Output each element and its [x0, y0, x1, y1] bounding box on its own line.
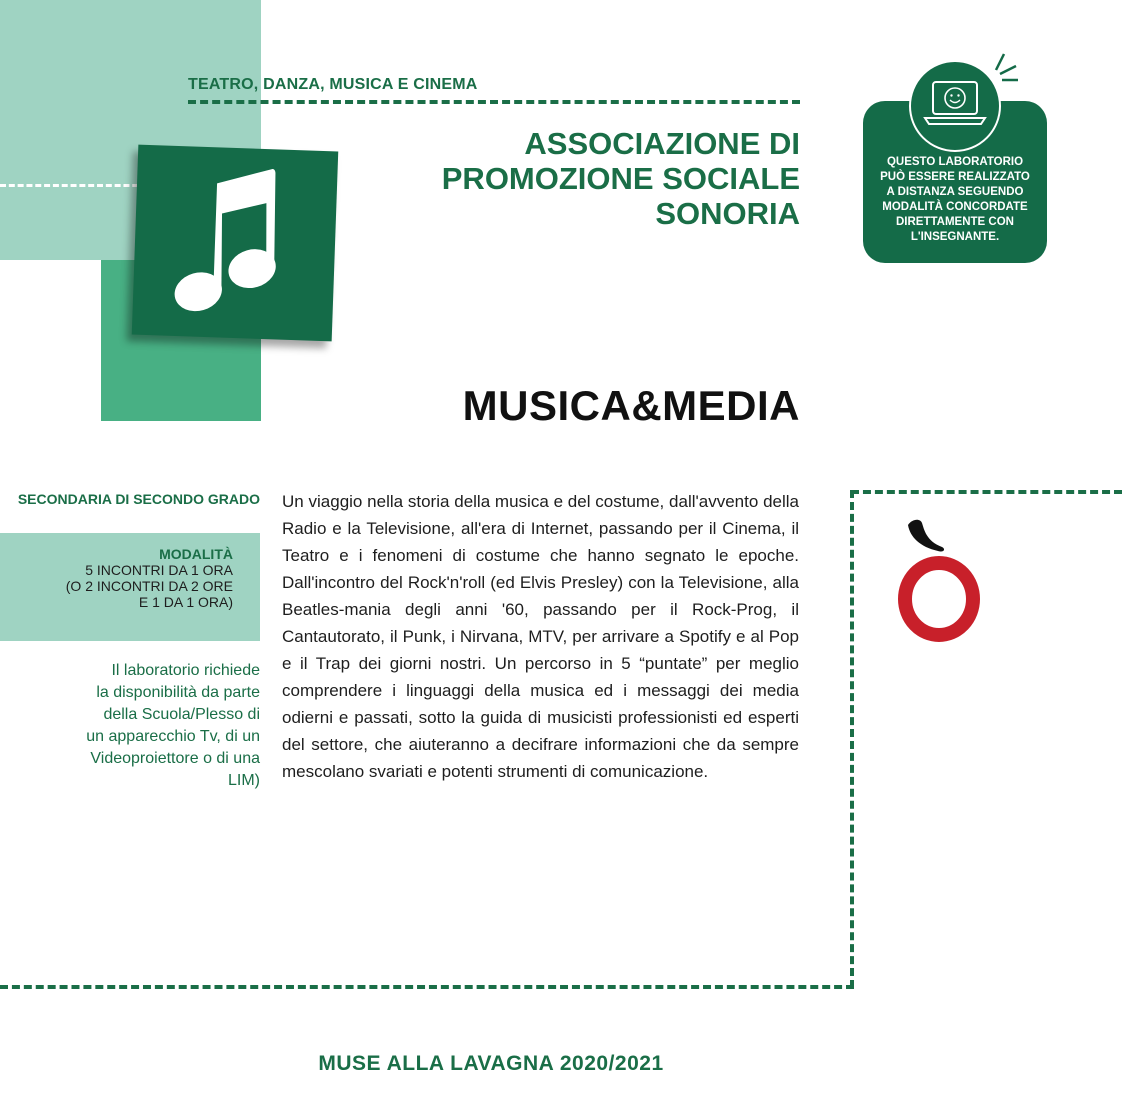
requirement-line-6: LIM) — [228, 772, 260, 789]
remote-line-2: PUÒ ESSERE REALIZZATO — [880, 171, 1030, 183]
requirement-line-1: Il laboratorio richiede — [111, 662, 260, 679]
music-note-icon — [132, 145, 339, 342]
requirements-text — [40, 660, 260, 792]
organization-line-3: SONORIA — [655, 196, 800, 231]
right-dashed-border-side — [850, 490, 854, 988]
remote-line-1: QUESTO LABORATORIO — [886, 156, 1024, 168]
workshop-title: MUSICA&MEDIA — [462, 382, 800, 429]
remote-line-3: A DISTANZA SEGUENDO — [886, 186, 1024, 198]
o-grave-logo-icon — [890, 515, 990, 645]
organization-line-1: ASSOCIAZIONE DI — [524, 126, 800, 161]
modality-line-3: E 1 DA 1 ORA) — [138, 594, 233, 610]
footer-title: MUSE ALLA LAVAGNA 2020/2021 — [318, 1052, 664, 1075]
sparkle-icon — [992, 52, 1022, 86]
remote-line-6: L'INSEGNANTE. — [910, 231, 1000, 243]
header-dashed-divider — [188, 100, 800, 104]
modality-line-2: (O 2 INCONTRI DA 2 ORE — [65, 578, 233, 594]
requirement-line-5: Videoproiettore o di una — [90, 750, 260, 767]
organization-line-2: PROMOZIONE SOCIALE — [441, 161, 800, 196]
school-level: SECONDARIA DI SECONDO GRADO — [17, 491, 260, 507]
requirement-line-3: della Scuola/Plesso di — [103, 706, 260, 723]
requirement-line-4: un apparecchio Tv, di un — [86, 728, 260, 745]
organization-name — [380, 126, 800, 231]
category-label: TEATRO, DANZA, MUSICA E CINEMA — [188, 76, 478, 93]
remote-line-5: DIRETTAMENTE CON — [896, 216, 1014, 228]
requirement-line-2: la disponibilità da parte — [96, 684, 260, 701]
modality-line-1: 5 INCONTRI DA 1 ORA — [85, 562, 233, 578]
laptop-smiley-icon — [909, 60, 1001, 152]
modality-title: MODALITÀ — [159, 546, 233, 562]
workshop-description: Un viaggio nella storia della musica e del costume, dall'avvento della Radio e la Televisione, all'era di Internet, passando per il Cinema, il Teatro e i fenomeni di costume che hanno segnato le epoche. Dall'incontro del Rock'n'roll (ed Elvis Presley) con la Televisione, alla Beatles-mania degli anni '60, passando per il Rock-Prog, il Cantautorato, il Punk, i Nirvana, MTV, per arrivare a Spotify e al Pop e il Trap dei giorni nostri. Un percorso in 5 “puntate” per meglio comprendere i linguaggi della musica ed i messaggi dei media odierni e passati, sotto la guida di musicisti professionisti ed esperti del settore, che aiuteranno a decifrare informazioni che da sempre mescolano svariati e potenti strumenti di comunicazione. — [282, 492, 799, 781]
bottom-dashed-border — [0, 985, 854, 989]
right-dashed-border-top — [851, 490, 1122, 494]
remote-badge-text — [875, 155, 1035, 245]
remote-line-4: MODALITÀ CONCORDATE — [882, 201, 1028, 213]
modality-box — [0, 533, 260, 641]
